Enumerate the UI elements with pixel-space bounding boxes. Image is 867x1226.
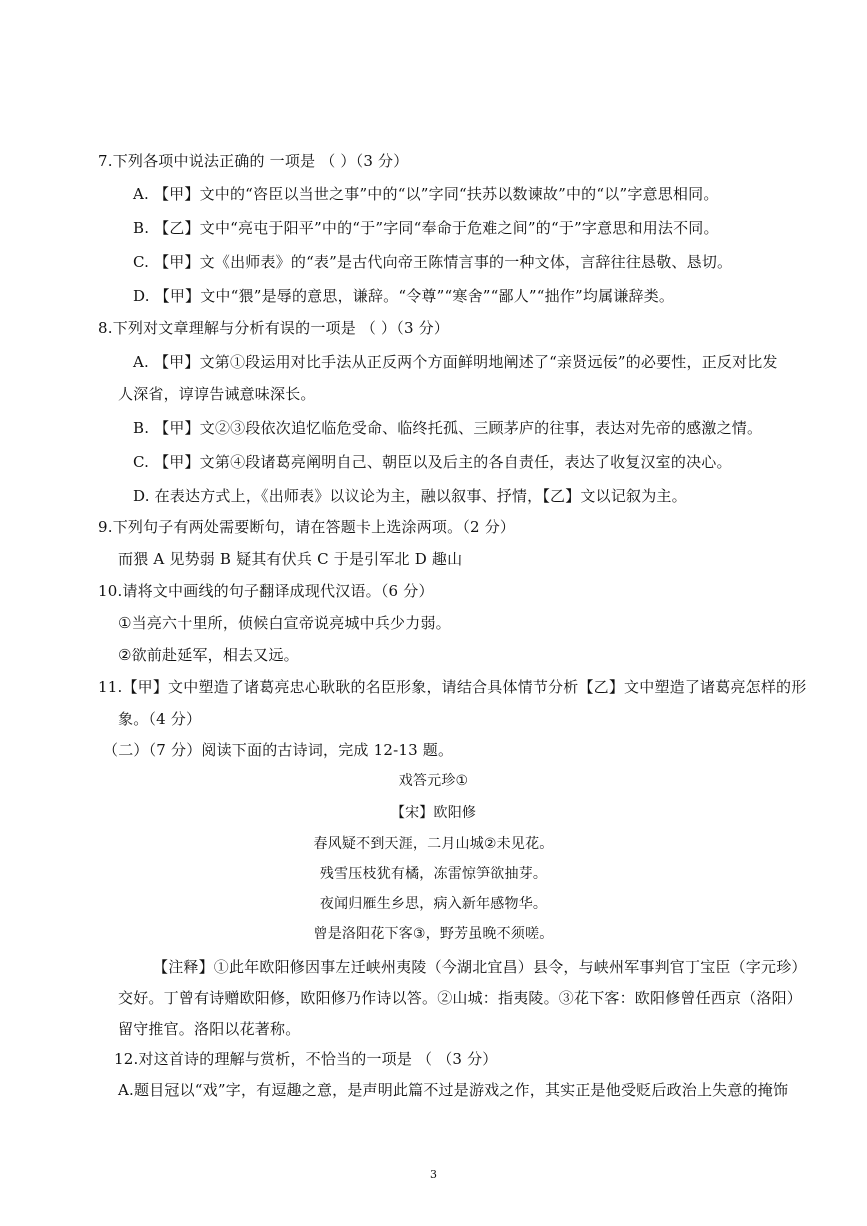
section-2-heading: （二）（7 分）阅读下面的古诗词，完成 12-13 题。 — [103, 741, 454, 759]
note-line-2: 交好。丁曾有诗赠欧阳修，欧阳修乃作诗以答。②山城：指夷陵。③花下客：欧阳修曾任西京（洛阳） — [118, 989, 803, 1007]
q8-option-c: C. 【甲】文第④段诸葛亮阐明自己、朝臣以及后主的各自责任，表达了收复汉室的决心。 — [133, 453, 732, 471]
q7-option-a: A. 【甲】文中的“咨臣以当世之事”中的“以”字同“扶苏以数谏故”中的“以”字意思相同。 — [133, 185, 719, 203]
q11-line2: 象。（4 分） — [118, 710, 202, 728]
q7-option-b: B. 【乙】文中“亮屯于阳平”中的“于”字同“奉命于危难之间”的“于”字意思和用法不同。 — [133, 219, 719, 237]
note-line-1: 【注释】①此年欧阳修因事左迁峡州夷陵（今湖北宜昌）县令，与峡州军事判官丁宝臣（字元珍） — [153, 958, 807, 976]
q10-item-2: ②欲前赴延军，相去又远。 — [118, 646, 299, 664]
q10-stem: 10.请将文中画线的句子翻译成现代汉语。（6 分） — [98, 582, 434, 600]
q12-option-a: A.题目冠以“戏”字，有逗趣之意，是声明此篇不过是游戏之作，其实正是他受贬后政治上失意的掩饰 — [118, 1081, 789, 1099]
q7-option-d: D. 【甲】文中“猥”是辱的意思，谦辞。“令尊”“寒舍”“鄙人”“拙作”均属谦辞类。 — [133, 287, 675, 305]
q9-stem: 9.下列句子有两处需要断句，请在答题卡上选涂两项。（2 分） — [98, 518, 516, 536]
poem-title: 戏答元珍① — [398, 773, 469, 789]
note-line-3: 留守推官。洛阳以花著称。 — [118, 1020, 301, 1038]
q12-stem: 12.对这首诗的理解与赏析，不恰当的一项是 （ （3 分） — [114, 1050, 498, 1068]
page-number: 3 — [430, 1168, 437, 1181]
poem-line-3: 夜闻归雁生乡思，病入新年感物华。 — [319, 896, 548, 912]
poem-line-2: 残雪压枝犹有橘，冻雷惊笋欲抽芽。 — [319, 866, 548, 882]
q8-stem: 8.下列对文章理解与分析有误的一项是 （ ）（3 分） — [98, 319, 450, 337]
q9-sentence: 而猥 A 见势弱 B 疑其有伏兵 C 于是引军北 D 趣山 — [118, 550, 463, 568]
poem-author: 【宋】欧阳修 — [390, 805, 477, 821]
q7-stem: 7.下列各项中说法正确的 一项是 （ ）（3 分） — [98, 152, 409, 170]
q8-option-d: D. 在表达方式上，《出师表》以议论为主，融以叙事、抒情，【乙】文以记叙为主。 — [133, 487, 687, 505]
q7-option-c: C. 【甲】文《出师表》的“表”是古代向帝王陈情言事的一种文体，言辞往往恳敬、恳切。 — [133, 253, 733, 271]
q8-option-a-line1: A. 【甲】文第①段运用对比手法从正反两个方面鲜明地阐述了“亲贤远佞”的必要性，正反对比发 — [133, 353, 778, 371]
poem-line-1: 春风疑不到天涯，二月山城②未见花。 — [313, 836, 554, 852]
q8-option-b: B. 【甲】文②③段依次追忆临危受命、临终托孤、三顾茅庐的往事，表达对先帝的感激之情。 — [133, 419, 763, 437]
q8-option-a-line2: 人深省，谆谆告诫意味深长。 — [118, 385, 316, 403]
q11-line1: 11.【甲】文中塑造了诸葛亮忠心耿耿的名臣形象，请结合具体情节分析【乙】文中塑造了诸葛亮怎样的形 — [98, 678, 807, 696]
poem-line-4: 曾是洛阳花下客③，野芳虽晚不须嗟。 — [313, 926, 554, 942]
q10-item-1: ①当亮六十里所，侦候白宣帝说亮城中兵少力弱。 — [118, 614, 451, 632]
